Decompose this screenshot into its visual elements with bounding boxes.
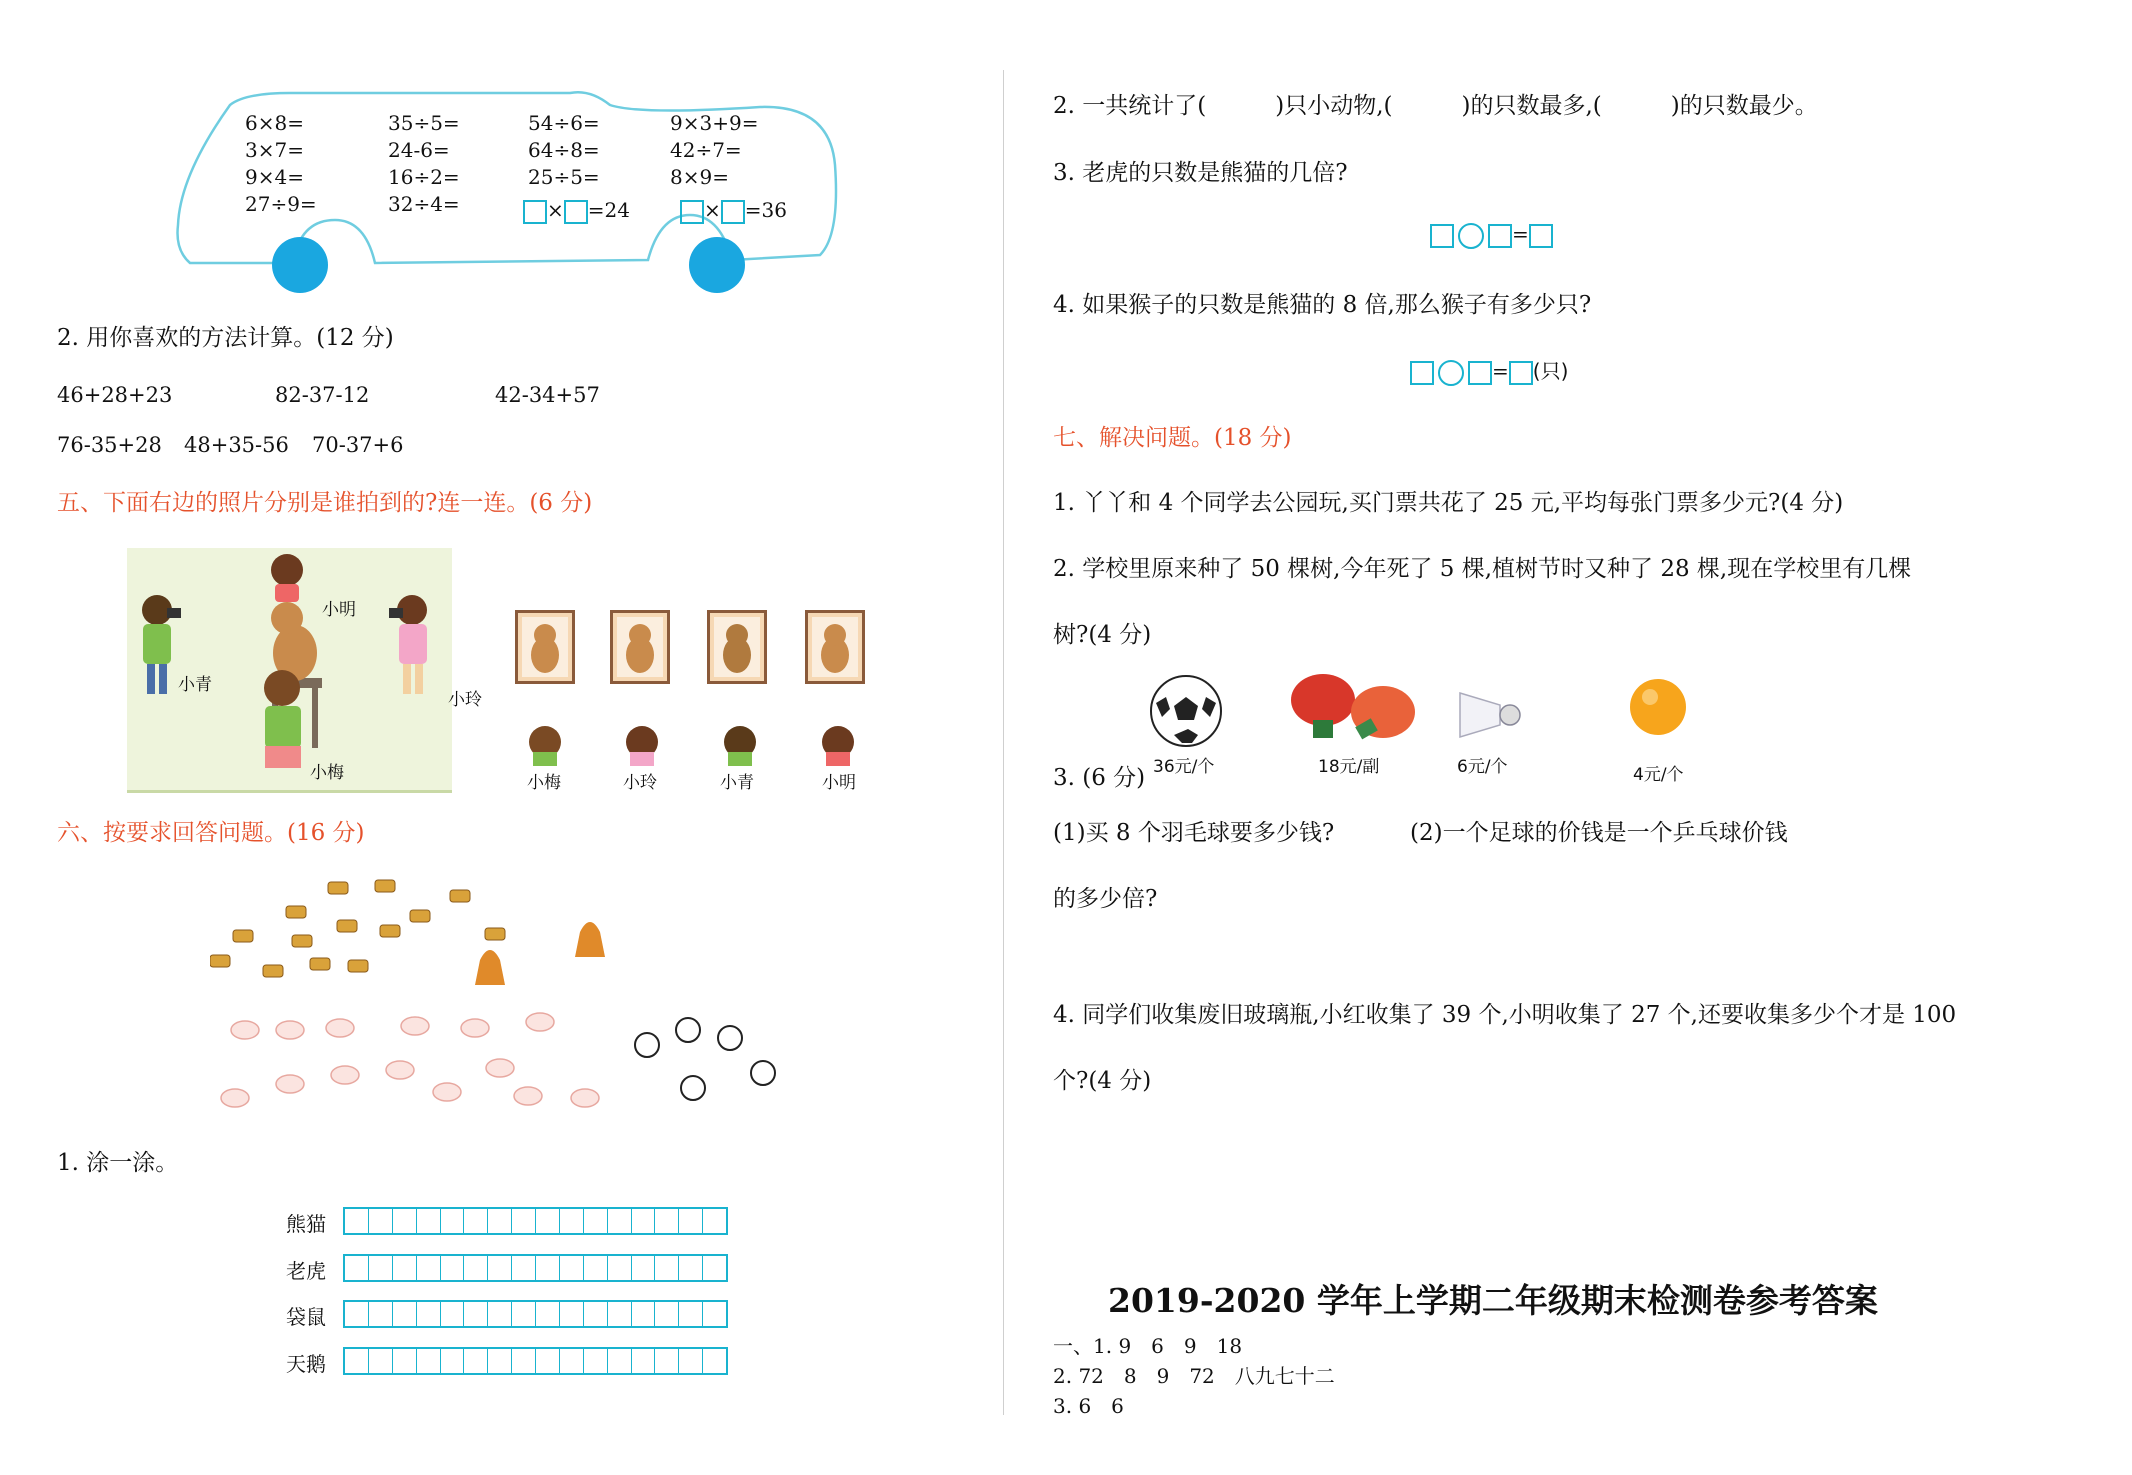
animal-cluster xyxy=(210,870,810,1130)
bus-col-4: 9×3+9= 42÷7= 8×9= xyxy=(670,111,759,189)
grid-row-kangaroo[interactable] xyxy=(343,1300,728,1328)
scene-label-xiaoling: 小玲 xyxy=(448,690,482,710)
blank-box[interactable] xyxy=(564,200,588,224)
price-soccer: 36元/个 xyxy=(1153,757,1215,777)
q4-answer-boxes: = (只) xyxy=(1410,355,1568,386)
answer-box[interactable] xyxy=(1488,224,1512,248)
answer-box[interactable] xyxy=(1430,224,1454,248)
answers-line3: 3. 6 6 xyxy=(1053,1394,1124,1418)
person-label-xiaoling: 小玲 xyxy=(623,773,657,793)
grid-row-swan[interactable] xyxy=(343,1347,728,1375)
operator-circle[interactable] xyxy=(1438,360,1464,386)
blank-equation-24: × =24 xyxy=(523,198,630,224)
answers-line2: 2. 72 8 9 72 八九七十二 xyxy=(1053,1364,1335,1388)
bus-col-1: 6×8= 3×7= 9×4= 27÷9= xyxy=(245,111,317,216)
grid-label-tiger: 老虎 xyxy=(286,1259,326,1283)
price-shuttlecock: 6元/个 xyxy=(1457,757,1508,777)
answer-box[interactable] xyxy=(1468,361,1492,385)
grid-row-panda[interactable] xyxy=(343,1207,728,1235)
shuttlecock-icon xyxy=(1455,685,1525,745)
answer-box[interactable] xyxy=(1509,361,1533,385)
section6-title: 六、按要求回答问题。(16 分) xyxy=(57,820,365,846)
section7-q3-sub2-line2: 的多少倍? xyxy=(1053,886,1158,912)
section7-q3-label: 3. (6 分) xyxy=(1053,765,1146,791)
section6-q3: 3. 老虎的只数是熊猫的几倍? xyxy=(1053,160,1348,186)
answers-title: 2019-2020 学年上学期二年级期末检测卷参考答案 xyxy=(1108,1281,1878,1320)
calc-item: 48+35-56 xyxy=(184,433,289,457)
calc-item: 46+28+23 xyxy=(57,383,173,407)
monkey-photo-figures xyxy=(515,610,875,690)
scene-label-xiaomei: 小梅 xyxy=(310,763,344,783)
section7-q4-line1: 4. 同学们收集废旧玻璃瓶,小红收集了 39 个,小明收集了 27 个,还要收集多少个才是 100 xyxy=(1053,1002,1957,1028)
blank-box[interactable] xyxy=(523,200,547,224)
calc-item: 70-37+6 xyxy=(312,433,404,457)
section7-title: 七、解决问题。(18 分) xyxy=(1053,425,1292,451)
grid-label-swan: 天鹅 xyxy=(286,1352,326,1376)
scene-people xyxy=(127,548,452,793)
person-label-xiaoqing: 小青 xyxy=(720,773,754,793)
bus-col-3: 54÷6= 64÷8= 25÷5= xyxy=(528,111,600,189)
soccer-ball-icon xyxy=(1148,673,1224,749)
person-label-xiaomei: 小梅 xyxy=(527,773,561,793)
person-label-xiaoming: 小明 xyxy=(822,773,856,793)
section6-q1: 1. 涂一涂。 xyxy=(57,1150,179,1176)
section7-q2-line1: 2. 学校里原来种了 50 棵树,今年死了 5 棵,植树节时又种了 28 棵,现在学校里有几棵 xyxy=(1053,556,1912,582)
calc-item: 82-37-12 xyxy=(275,383,370,407)
bus-wheel-right xyxy=(689,237,745,293)
section5-title: 五、下面右边的照片分别是谁拍到的?连一连。(6 分) xyxy=(57,490,593,516)
section7-q3-sub2-line1: (2)一个足球的价钱是一个乒乓球价钱 xyxy=(1410,820,1788,846)
blank-equation-36: × =36 xyxy=(680,198,787,224)
column-divider xyxy=(1003,70,1004,1415)
calc-item: 76-35+28 xyxy=(57,433,162,457)
section6-q2: 2. 一共统计了( )只小动物,( )的只数最多,( )的只数最少。 xyxy=(1053,93,1818,119)
answer-box[interactable] xyxy=(1529,224,1553,248)
section6-q4: 4. 如果猴子的只数是熊猫的 8 倍,那么猴子有多少只? xyxy=(1053,292,1592,318)
scene-label-xiaoqing: 小青 xyxy=(178,675,212,695)
section7-q3-sub1: (1)买 8 个羽毛球要多少钱? xyxy=(1053,820,1335,846)
grid-row-tiger[interactable] xyxy=(343,1254,728,1282)
section7-q2-line2: 树?(4 分) xyxy=(1053,622,1152,648)
calc-item: 42-34+57 xyxy=(495,383,600,407)
grid-label-panda: 熊猫 xyxy=(286,1212,326,1236)
section7-q4-line2: 个?(4 分) xyxy=(1053,1068,1152,1094)
bus-col-2: 35÷5= 24-6= 16÷2= 32÷4= xyxy=(388,111,460,216)
answer-box[interactable] xyxy=(1410,361,1434,385)
ping-pong-ball-icon xyxy=(1628,677,1688,737)
scene-label-xiaoming: 小明 xyxy=(322,600,356,620)
q2-title: 2. 用你喜欢的方法计算。(12 分) xyxy=(57,325,394,351)
blank-box[interactable] xyxy=(721,200,745,224)
section7-q1: 1. 丫丫和 4 个同学去公园玩,买门票共花了 25 元,平均每张门票多少元?(4 分) xyxy=(1053,490,1844,516)
price-paddles: 18元/副 xyxy=(1318,757,1380,777)
operator-circle[interactable] xyxy=(1458,223,1484,249)
price-ping-pong: 4元/个 xyxy=(1633,765,1684,785)
grid-label-kangaroo: 袋鼠 xyxy=(286,1305,326,1329)
ping-pong-paddles-icon xyxy=(1283,668,1423,748)
person-heads xyxy=(520,720,880,770)
blank-box[interactable] xyxy=(680,200,704,224)
q3-answer-boxes: = xyxy=(1430,222,1553,249)
bus-wheel-left xyxy=(272,237,328,293)
answers-line1: 一、1. 9 6 9 18 xyxy=(1053,1334,1243,1358)
